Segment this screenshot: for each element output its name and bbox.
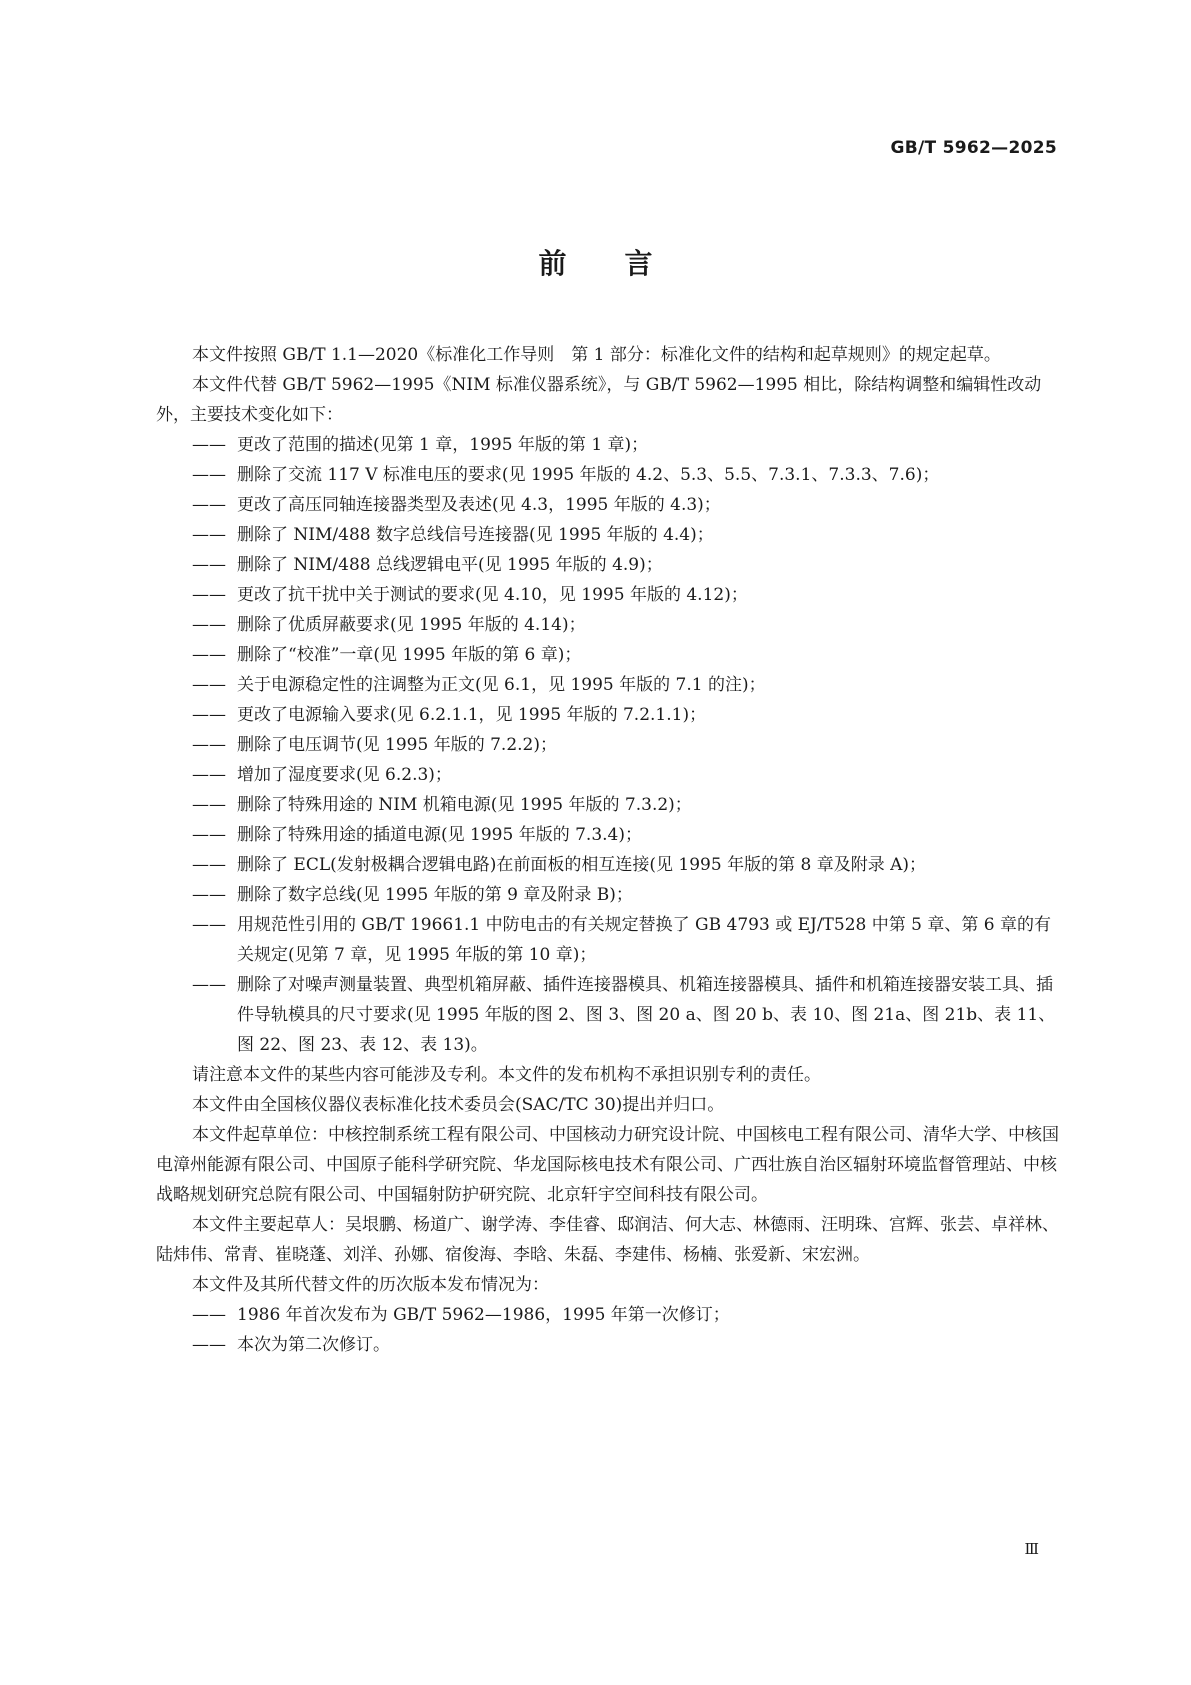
list-item-text: 删除了 NIM/488 总线逻辑电平(见 1995 年版的 4.9)； bbox=[237, 555, 663, 575]
page-number: Ⅲ bbox=[1024, 1540, 1039, 1558]
list-dash: —— bbox=[192, 615, 226, 635]
page-title: 前言 bbox=[538, 247, 711, 280]
list-dash: —— bbox=[192, 465, 226, 485]
paragraph-drafting-units: 本文件起草单位：中核控制系统工程有限公司、中国核动力研究设计院、中国核电工程有限公司、清华大学、中核国电漳州能源有限公司、中国原子能科学研究院、华龙国际核电技术有限公司、广西壮族自治区辐射环境监督管理站、中核战略规划研究总院有限公司、中国辐射防护研究院、北京轩宇空间科技有限公司。 bbox=[156, 1125, 1059, 1205]
list-dash: —— bbox=[192, 585, 226, 605]
list-item bbox=[156, 640, 1060, 670]
list-dash: —— bbox=[192, 795, 226, 815]
list-item-text: 本次为第二次修订。 bbox=[237, 1335, 390, 1355]
document-body bbox=[156, 340, 1060, 1360]
standard-number: GB/T 5962—2025 bbox=[890, 138, 1057, 158]
list-item-text: 更改了电源输入要求(见 6.2.1.1，见 1995 年版的 7.2.1.1)； bbox=[237, 705, 707, 725]
paragraph-committee: 本文件由全国核仪器仪表标准化技术委员会(SAC/TC 30)提出并归口。 bbox=[192, 1095, 725, 1115]
list-dash: —— bbox=[192, 1335, 226, 1355]
list-item bbox=[156, 520, 1060, 550]
list-item-text: 删除了 ECL(发射极耦合逻辑电路)在前面板的相互连接(见 1995 年版的第 8 章及附录 A)； bbox=[237, 855, 927, 875]
list-dash: —— bbox=[192, 705, 226, 725]
list-item-text: 关于电源稳定性的注调整为正文(见 6.1，见 1995 年版的 7.1 的注)； bbox=[237, 675, 766, 695]
list-item-text: 用规范性引用的 GB/T 19661.1 中防电击的有关规定替换了 GB 4793 或 EJ/T528 中第 5 章、第 6 章的有关规定(见第 7 章，见 1995 年版的第 10 章)； bbox=[237, 915, 1051, 965]
list-item bbox=[156, 730, 1060, 760]
list-dash: —— bbox=[192, 675, 226, 695]
list-item-text: 删除了数字总线(见 1995 年版的第 9 章及附录 B)； bbox=[237, 885, 633, 905]
list-dash: —— bbox=[192, 1305, 226, 1325]
list-item-text: 删除了交流 117 V 标准电压的要求(见 1995 年版的 4.2、5.3、5.5、7.3.1、7.3.3、7.6)； bbox=[237, 465, 940, 485]
list-item bbox=[156, 610, 1060, 640]
list-item bbox=[156, 1330, 1060, 1360]
list-item-text: 删除了对噪声测量装置、典型机箱屏蔽、插件连接器模具、机箱连接器模具、插件和机箱连接器安装工具、插件导轨模具的尺寸要求(见 1995 年版的图 2、图 3、图 20 a、图 20 b、表 10、图 21a、图 21b、表 11、图 22、图 23、表 12、表 13)。 bbox=[237, 975, 1056, 1055]
list-item bbox=[156, 1300, 1060, 1330]
list-dash: —— bbox=[192, 975, 226, 995]
list-dash: —— bbox=[192, 825, 226, 845]
list-item bbox=[156, 430, 1060, 460]
list-item bbox=[156, 970, 1060, 1060]
list-item-text: 删除了 NIM/488 数字总线信号连接器(见 1995 年版的 4.4)； bbox=[237, 525, 714, 545]
list-dash: —— bbox=[192, 885, 226, 905]
list-item bbox=[156, 670, 1060, 700]
paragraph-drafters: 本文件主要起草人：吴垠鹏、杨道广、谢学涛、李佳睿、邸润洁、何大志、林德雨、汪明珠、宫辉、张芸、卓祥林、陆炜伟、常青、崔晓蓬、刘洋、孙娜、宿俊海、李晗、朱磊、李建伟、杨楠、张爱新、宋宏洲。 bbox=[156, 1215, 1059, 1265]
list-item-text: 更改了抗干扰中关于测试的要求(见 4.10，见 1995 年版的 4.12)； bbox=[237, 585, 748, 605]
list-dash: —— bbox=[192, 555, 226, 575]
list-item-text: 删除了“校准”一章(见 1995 年版的第 6 章)； bbox=[237, 645, 582, 665]
list-item-text: 1986 年首次发布为 GB/T 5962—1986，1995 年第一次修订； bbox=[237, 1305, 730, 1325]
list-dash: —— bbox=[192, 495, 226, 515]
paragraph-patent-notice: 请注意本文件的某些内容可能涉及专利。本文件的发布机构不承担识别专利的责任。 bbox=[192, 1065, 821, 1085]
technical-changes-list bbox=[156, 430, 1060, 1060]
list-item bbox=[156, 880, 1060, 910]
paragraph-replacement: 本文件代替 GB/T 5962—1995《NIM 标准仪器系统》，与 GB/T 5962—1995 相比，除结构调整和编辑性改动外，主要技术变化如下： bbox=[156, 375, 1042, 425]
list-dash: —— bbox=[192, 765, 226, 785]
list-dash: —— bbox=[192, 915, 226, 935]
list-item bbox=[156, 460, 1060, 490]
list-item bbox=[156, 580, 1060, 610]
list-dash: —— bbox=[192, 645, 226, 665]
list-item-text: 更改了高压同轴连接器类型及表述(见 4.3，1995 年版的 4.3)； bbox=[237, 495, 721, 515]
list-item-text: 删除了特殊用途的插道电源(见 1995 年版的 7.3.4)； bbox=[237, 825, 642, 845]
list-dash: —— bbox=[192, 735, 226, 755]
list-item-text: 删除了电压调节(见 1995 年版的 7.2.2)； bbox=[237, 735, 557, 755]
list-item-text: 更改了范围的描述(见第 1 章，1995 年版的第 1 章)； bbox=[237, 435, 649, 455]
list-item bbox=[156, 490, 1060, 520]
list-dash: —— bbox=[192, 435, 226, 455]
list-item bbox=[156, 820, 1060, 850]
list-item bbox=[156, 910, 1060, 970]
list-item bbox=[156, 550, 1060, 580]
version-history-list bbox=[156, 1300, 1060, 1360]
list-dash: —— bbox=[192, 525, 226, 545]
paragraph-drafting-rule: 本文件按照 GB/T 1.1—2020《标准化工作导则 第 1 部分：标准化文件的结构和起草规则》的规定起草。 bbox=[192, 345, 1001, 365]
list-item bbox=[156, 790, 1060, 820]
list-item bbox=[156, 850, 1060, 880]
list-item-text: 删除了优质屏蔽要求(见 1995 年版的 4.14)； bbox=[237, 615, 586, 635]
list-item-text: 删除了特殊用途的 NIM 机箱电源(见 1995 年版的 7.3.2)； bbox=[237, 795, 692, 815]
list-dash: —— bbox=[192, 855, 226, 875]
paragraph-version-history: 本文件及其所代替文件的历次版本发布情况为： bbox=[192, 1275, 549, 1295]
list-item-text: 增加了湿度要求(见 6.2.3)； bbox=[237, 765, 452, 785]
list-item bbox=[156, 700, 1060, 730]
list-item bbox=[156, 760, 1060, 790]
